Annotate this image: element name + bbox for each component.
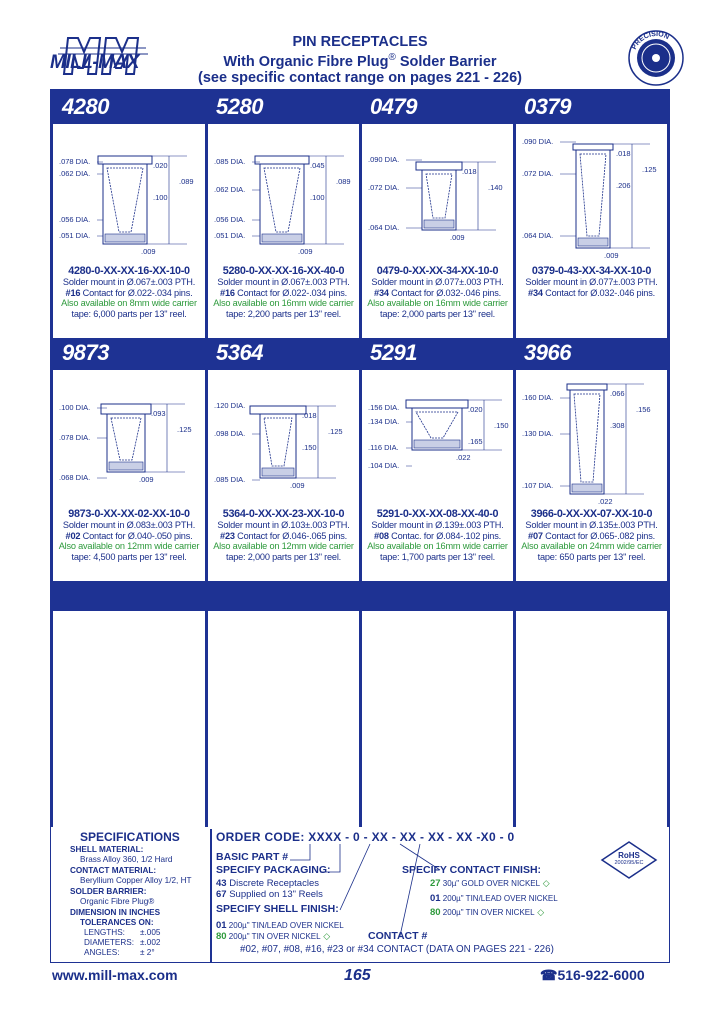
receptacle-drawing xyxy=(516,370,667,510)
reel-quantity: tape: 1,700 parts per 13" reel. xyxy=(379,551,496,562)
shell-finish-80: 80 200µ" TIN OVER NICKEL ◇ xyxy=(216,931,331,942)
tol-lengths-label: LENGTHS: xyxy=(84,928,125,937)
reel-quantity: tape: 650 parts per 13" reel. xyxy=(537,551,646,562)
receptacle-flange xyxy=(250,406,306,414)
fibre-plug xyxy=(109,462,143,470)
receptacle-drawing xyxy=(516,124,667,264)
dimension-label: .018 xyxy=(302,411,317,420)
receptacle-drawing xyxy=(362,124,513,264)
dimension-label: .089 xyxy=(179,177,194,186)
contact-material: Beryllium Copper Alloy 1/2, HT xyxy=(80,876,192,885)
order-code-5291: 5291-0-XX-XX-08-XX-40-0 xyxy=(376,508,499,520)
dimension-label: .125 xyxy=(642,165,657,174)
fibre-plug xyxy=(105,234,145,242)
dimension-label: .066 xyxy=(610,389,625,398)
dimension-label: .018 xyxy=(616,149,631,158)
contact-spring xyxy=(574,394,600,482)
dimension-label: .009 xyxy=(298,247,313,256)
product-cell-5291 xyxy=(362,370,513,581)
rohs-label: RoHS xyxy=(618,851,640,860)
mount-spec: Solder mount in Ø.103±.003 PTH. xyxy=(217,520,350,530)
dimension-label: .009 xyxy=(290,481,305,490)
product-description xyxy=(516,508,667,562)
receptacle-flange xyxy=(406,400,468,408)
receptacle-drawing xyxy=(53,370,205,510)
dia-label: .072 DIA. xyxy=(522,169,554,178)
receptacle-flange xyxy=(567,384,607,390)
dia-label: .085 DIA. xyxy=(214,157,246,166)
solder-barrier-heading: SOLDER BARRIER: xyxy=(70,887,147,896)
dia-label: .056 DIA. xyxy=(59,215,91,224)
mount-spec: Solder mount in Ø.135±.003 PTH. xyxy=(525,520,658,530)
empty-cell xyxy=(362,611,513,827)
dimension-label: .020 xyxy=(153,161,168,170)
product-cell-3966 xyxy=(516,370,667,581)
contact-spec: #08 Contac. for Ø.084-.102 pins. xyxy=(374,530,501,541)
fibre-plug xyxy=(572,484,602,492)
product-description xyxy=(208,265,359,319)
contact-number: #08 xyxy=(374,530,389,541)
receptacle-drawing xyxy=(208,370,359,510)
dimension-label: .308 xyxy=(610,421,625,430)
mount-spec: Solder mount in Ø.083±.003 PTH. xyxy=(62,520,196,530)
dia-label: .064 DIA. xyxy=(522,231,554,240)
contact-number: #34 xyxy=(528,287,543,298)
order-code-5280: 5280-0-XX-XX-16-XX-40-0 xyxy=(222,265,345,277)
part-number-5364: 5364 xyxy=(216,340,263,365)
contact-material-heading: CONTACT MATERIAL: xyxy=(70,866,157,875)
order-code-4280: 4280-0-XX-XX-16-XX-10-0 xyxy=(68,265,190,277)
receptacle-flange xyxy=(101,404,151,414)
brand-name: MILL-MAX xyxy=(50,52,139,73)
row2-header-bar xyxy=(53,338,667,370)
carrier-tape-note: Also available on 12mm wide carrier xyxy=(58,541,200,552)
dia-label: .056 DIA. xyxy=(214,215,246,224)
product-cell-5280 xyxy=(208,124,359,338)
dia-label: .134 DIA. xyxy=(368,417,400,426)
carrier-tape-note: Also available on 8mm wide carrier xyxy=(61,298,197,309)
contact-spec: #07 Contact for Ø.065-.082 pins. xyxy=(528,530,655,541)
product-cell-9873 xyxy=(53,370,205,581)
order-code-5364: 5364-0-XX-XX-23-XX-10-0 xyxy=(222,508,345,520)
part-number-5291: 5291 xyxy=(370,340,417,365)
dia-label: .130 DIA. xyxy=(522,429,554,438)
part-number-9873: 9873 xyxy=(62,340,109,365)
receptacle-flange xyxy=(573,144,613,150)
dia-label: .116 DIA. xyxy=(368,443,399,452)
tol-angles-value: ± 2° xyxy=(140,948,155,957)
dia-label: .098 DIA. xyxy=(214,429,246,438)
order-code-0479: 0479-0-XX-XX-34-XX-10-0 xyxy=(376,265,499,277)
contact-finish-80: 80 200µ" TIN OVER NICKEL ◇ xyxy=(430,907,545,918)
empty-cell xyxy=(53,611,205,827)
dia-label: .085 DIA. xyxy=(214,475,246,484)
carrier-tape-note: Also available on 16mm wide carrier xyxy=(213,298,354,309)
product-cell-0379 xyxy=(516,124,667,338)
dia-label: .078 DIA. xyxy=(59,433,91,442)
dia-label: .078 DIA. xyxy=(59,157,91,166)
dimension-label: .018 xyxy=(462,167,477,176)
product-cell-4280 xyxy=(53,124,205,338)
rohs-badge xyxy=(600,840,658,880)
title-line-3: (see specific contact range on pages 221 - 226) xyxy=(198,69,522,86)
contact-number: #02 xyxy=(65,530,81,541)
dimension-label: .022 xyxy=(456,453,471,462)
dimension-label: .022 xyxy=(598,497,613,506)
dimension-label: .020 xyxy=(468,405,483,414)
dimension-label: .100 xyxy=(153,193,168,202)
tol-diameters-value: ±.002 xyxy=(140,938,161,947)
contact-number: #34 xyxy=(374,287,389,298)
row1-header-bar xyxy=(53,92,667,124)
tolerances-heading: TOLERANCES ON: xyxy=(80,918,154,927)
product-description xyxy=(53,265,205,319)
order-code-label: ORDER CODE: xyxy=(216,830,305,844)
title-line-2: With Organic Fibre Plug® Solder Barrier xyxy=(223,52,497,70)
receptacle-body xyxy=(260,164,304,244)
dimension-label: .150 xyxy=(494,421,509,430)
reel-quantity: tape: 2,000 parts per 13" reel. xyxy=(379,308,496,319)
fibre-plug xyxy=(262,468,294,476)
specifications-title: SPECIFICATIONS xyxy=(80,830,180,844)
shell-material: Brass Alloy 360, 1/2 Hard xyxy=(80,855,173,864)
receptacle-flange xyxy=(416,162,462,170)
dia-label: .156 DIA. xyxy=(368,403,400,412)
seal-text: PRECISION xyxy=(630,30,671,51)
contact-spring xyxy=(111,418,141,460)
dia-label: .072 DIA. xyxy=(368,183,400,192)
order-code-3966: 3966-0-XX-XX-07-XX-10-0 xyxy=(530,508,653,520)
rohs-diamond-icon: ◇ xyxy=(323,931,331,941)
product-description xyxy=(516,265,667,298)
contact-spring xyxy=(580,154,606,236)
fibre-plug xyxy=(262,234,302,242)
contact-spec: #16 Contact for Ø.022-.034 pins. xyxy=(220,287,347,298)
page-title xyxy=(160,34,560,86)
carrier-tape-note: Also available on 24mm wide carrier xyxy=(521,541,662,552)
carrier-tape-note: Also available on 16mm wide carrier xyxy=(367,298,508,309)
contact-number: #16 xyxy=(65,287,81,298)
dia-label: .160 DIA. xyxy=(522,393,554,402)
contact-finish-01: 01 200µ" TIN/LEAD OVER NICKEL xyxy=(430,893,558,904)
dia-label: .068 DIA. xyxy=(59,473,91,482)
precision-seal xyxy=(626,28,686,88)
dimension-label: .125 xyxy=(328,427,343,436)
receptacle-body xyxy=(103,164,147,244)
contact-finish-27: 27 30µ" GOLD OVER NICKEL ◇ xyxy=(430,878,550,889)
contact-spring xyxy=(416,412,458,438)
tol-diameters-label: DIAMETERS: xyxy=(84,938,135,947)
reel-quantity: tape: 2,000 parts per 13" reel. xyxy=(225,551,342,562)
product-cell-5364 xyxy=(208,370,359,581)
carrier-tape-note: Also available on 16mm wide carrier xyxy=(367,541,508,552)
website-link[interactable]: www.mill-max.com xyxy=(52,967,178,983)
reel-quantity: tape: 2,200 parts per 13" reel. xyxy=(225,308,342,319)
part-number-5280: 5280 xyxy=(216,94,263,119)
dia-label: .051 DIA. xyxy=(214,231,246,240)
contact-spec: #34 Contact for Ø.032-.046 pins. xyxy=(528,287,655,298)
part-number-0479: 0479 xyxy=(370,94,417,119)
reel-quantity: tape: 6,000 parts per 13" reel. xyxy=(71,308,187,319)
rohs-diamond-icon: ◇ xyxy=(542,878,550,888)
part-number-3966: 3966 xyxy=(524,340,571,365)
mount-spec: Solder mount in Ø.077±.003 PTH. xyxy=(371,277,504,287)
dimension-label: .009 xyxy=(139,475,154,484)
receptacle-flange xyxy=(98,156,152,164)
product-description xyxy=(362,265,513,319)
dimension-label: .100 xyxy=(310,193,325,202)
mount-spec: Solder mount in Ø.067±.003 PTH. xyxy=(217,277,350,287)
packaging-option-43: 43 Discrete Receptacles xyxy=(216,878,319,889)
dimension-label: .009 xyxy=(604,251,619,260)
contact-finish-heading: SPECIFY CONTACT FINISH: xyxy=(402,864,542,876)
fibre-plug xyxy=(414,440,460,448)
order-code-0379: 0379-0-43-XX-34-XX-10-0 xyxy=(531,265,652,277)
rohs-directive: 2002/95/EC xyxy=(614,860,644,866)
contact-spring xyxy=(426,174,452,218)
contact-spring xyxy=(264,168,300,232)
order-code-pattern: XXXX - 0 - XX - XX - XX - XX -X0 - 0 xyxy=(308,830,515,844)
phone-icon: ☎ xyxy=(540,967,558,983)
product-cell-0479 xyxy=(362,124,513,338)
dia-label: .104 DIA. xyxy=(368,461,400,470)
basic-part-label: BASIC PART # xyxy=(216,851,289,863)
shell-finish-01: 01 200µ" TIN/LEAD OVER NICKEL xyxy=(216,920,344,931)
receptacle-drawing xyxy=(362,370,513,510)
product-description xyxy=(362,508,513,562)
contact-number: #07 xyxy=(528,530,543,541)
contact-spec: #23 Contact for Ø.046-.065 pins. xyxy=(220,530,347,541)
rohs-diamond-icon: ◇ xyxy=(537,907,545,917)
empty-cell xyxy=(208,611,359,827)
dimension-label: .156 xyxy=(636,405,651,414)
contact-spring xyxy=(264,418,292,466)
product-description xyxy=(53,508,205,562)
dimension-label: .125 xyxy=(177,425,192,434)
packaging-option-67: 67 Supplied on 13" Reels xyxy=(216,889,323,900)
dia-label: .051 DIA. xyxy=(59,231,91,240)
contact-number: #16 xyxy=(220,287,235,298)
shell-material-heading: SHELL MATERIAL: xyxy=(70,845,144,854)
dimension-label: .009 xyxy=(141,247,156,256)
contact-spec: #34 Contact for Ø.032-.046 pins. xyxy=(374,287,501,298)
dia-label: .062 DIA. xyxy=(214,185,246,194)
product-description xyxy=(208,508,359,562)
empty-cell xyxy=(516,611,667,827)
mill-max-logo xyxy=(50,34,155,80)
contact-number-heading: CONTACT # xyxy=(368,930,428,942)
dia-label: .090 DIA. xyxy=(368,155,400,164)
tol-angles-label: ANGLES: xyxy=(84,948,120,957)
dimension-label: .089 xyxy=(336,177,351,186)
order-code-9873: 9873-0-XX-XX-02-XX-10-0 xyxy=(68,508,190,520)
title-line-1: PIN RECEPTACLES xyxy=(292,34,428,50)
receptacle-flange xyxy=(255,156,309,164)
contact-number: #23 xyxy=(220,530,235,541)
contact-spec: #16 Contact for Ø.022-.034 pins. xyxy=(65,287,193,298)
carrier-tape-note: Also available on 12mm wide carrier xyxy=(213,541,354,552)
dia-label: .062 DIA. xyxy=(59,169,91,178)
mount-spec: Solder mount in Ø.077±.003 PTH. xyxy=(525,277,658,287)
dimension-label: .165 xyxy=(468,437,483,446)
solder-barrier: Organic Fibre Plug® xyxy=(80,897,155,906)
dimension-label: .150 xyxy=(302,443,317,452)
reel-quantity: tape: 4,500 parts per 13" reel. xyxy=(71,551,187,562)
receptacle-drawing xyxy=(53,124,205,264)
phone-number: ☎516-922-6000 xyxy=(540,967,645,983)
mount-spec: Solder mount in Ø.067±.003 PTH. xyxy=(62,277,196,287)
part-number-0379: 0379 xyxy=(524,94,571,119)
seal-icon xyxy=(626,28,686,88)
shell-finish-heading: SPECIFY SHELL FINISH: xyxy=(216,903,339,915)
receptacle-drawing xyxy=(208,124,359,264)
dimension-label: .093 xyxy=(151,409,166,418)
fibre-plug xyxy=(578,238,608,246)
contact-spec: #02 Contact for Ø.040-.050 pins. xyxy=(65,530,193,541)
dimension-heading: DIMENSION IN INCHES xyxy=(70,908,161,917)
contact-number-list: #02, #07, #08, #16, #23 or #34 CONTACT (DATA ON PAGES 221 - 226) xyxy=(240,944,554,955)
dia-label: .107 DIA. xyxy=(522,481,554,490)
dimension-label: .045 xyxy=(310,161,325,170)
tol-lengths-value: ±.005 xyxy=(140,928,161,937)
dia-label: .090 DIA. xyxy=(522,137,554,146)
fibre-plug xyxy=(424,220,454,228)
part-number-4280: 4280 xyxy=(62,94,109,119)
page-number: 165 xyxy=(344,967,371,984)
dia-label: .064 DIA. xyxy=(368,223,400,232)
mount-spec: Solder mount in Ø.139±.003 PTH. xyxy=(371,520,504,530)
dimension-label: .140 xyxy=(488,183,503,192)
dia-label: .120 DIA. xyxy=(214,401,246,410)
dia-label: .100 DIA. xyxy=(59,403,91,412)
contact-spring xyxy=(107,168,143,232)
row3-header-bar xyxy=(53,581,667,611)
dimension-label: .206 xyxy=(616,181,631,190)
packaging-heading: SPECIFY PACKAGING: xyxy=(216,864,331,876)
dimension-label: .009 xyxy=(450,233,465,242)
